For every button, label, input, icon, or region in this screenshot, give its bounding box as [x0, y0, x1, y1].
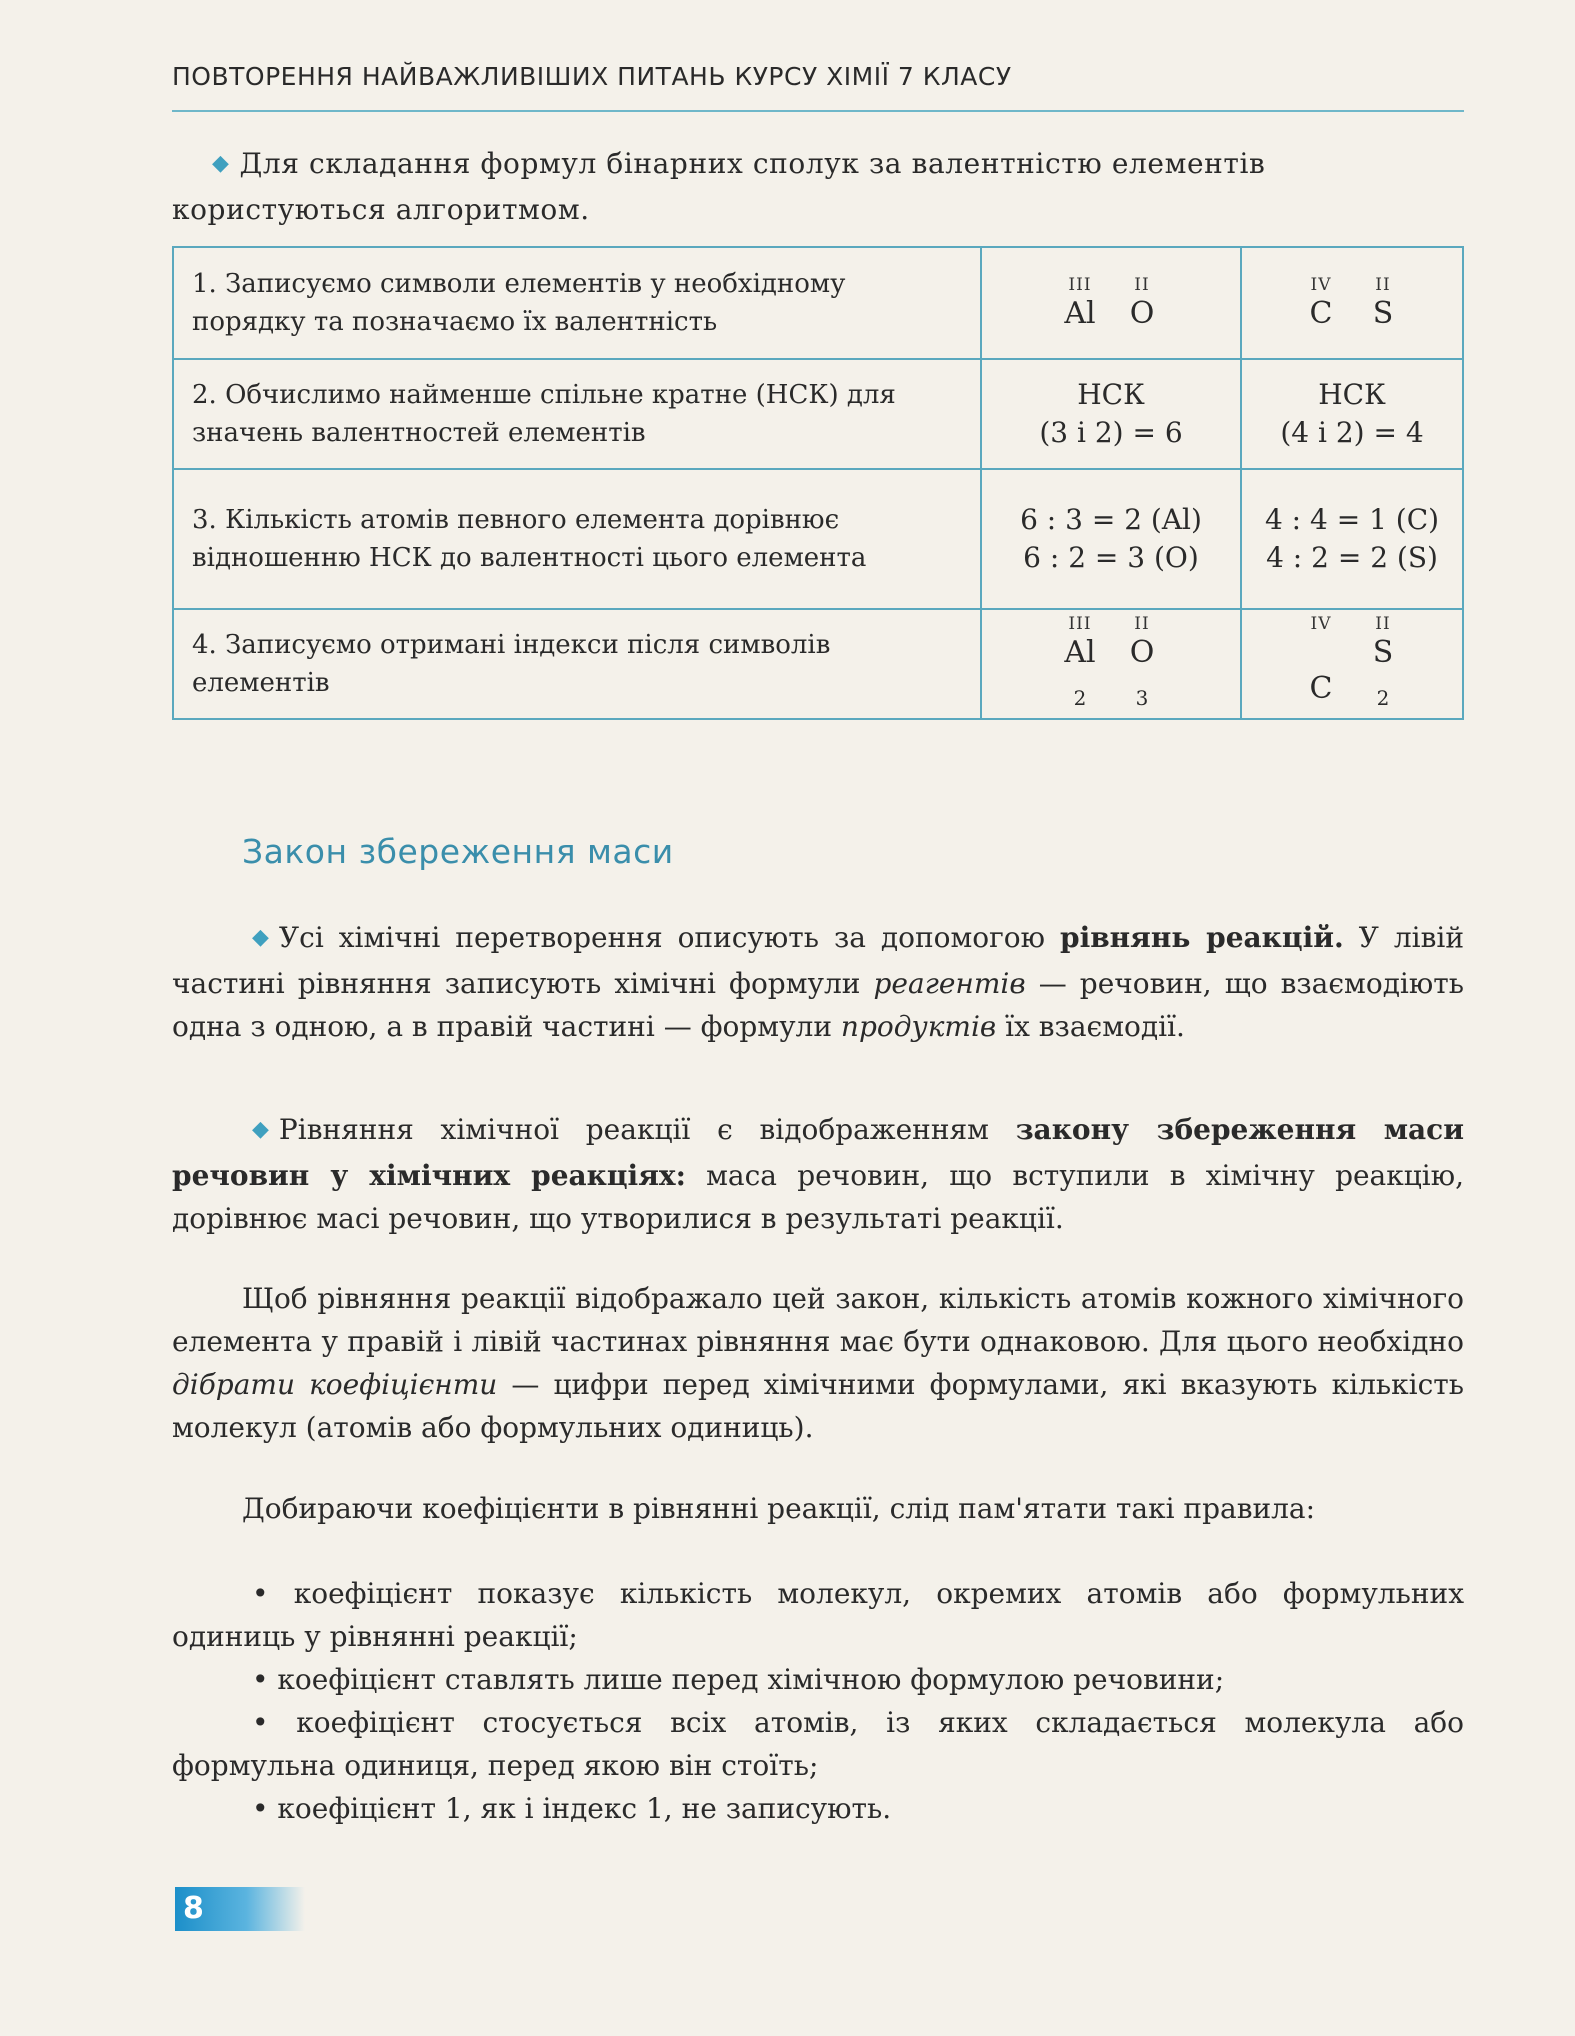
paragraph-coefficients: Щоб рівняння реакції відображало цей закон, кількість атомів кожного хімічного елемента у правій і лівій частинах рівняння має бути однаковою. Для цього необхідно дібрати коефіцієнти — цифри перед хімічними формулами, які вказують кількість молекул (атомів або формульних одиниць).: [172, 1282, 1464, 1444]
paragraph-rules-intro: Добираючи коефіцієнти в рівнянні реакції, слід пам'ятати такі правила:: [242, 1492, 1316, 1525]
table-row: [173, 609, 1463, 719]
diamond-bullet-icon: ◆: [252, 925, 269, 950]
valence-label: II: [1375, 275, 1391, 295]
algorithm-table: [172, 246, 1464, 720]
list-item: • коефіцієнт показує кількість молекул, окремих атомів або формульних одиниць у рівнянні реакції;: [172, 1577, 1464, 1653]
example-a-cell: [981, 469, 1241, 609]
paragraph-equations: ◆ Усі хімічні перетворення описують за допомогою рівнянь реакцій. У лівій частині рівняння записують хімічні формули реагентів — речовин, що взаємодіють одна з одною, а в правій частині — формули продуктів їх взаємодії.: [172, 916, 1464, 1048]
calc-line: (4 і 2) = 4: [1280, 416, 1424, 449]
table-row: [173, 469, 1463, 609]
list-item: • коефіцієнт стосується всіх атомів, із яких складається молекула або формульна одиниця, перед якою він стоїть;: [172, 1706, 1464, 1782]
step-cell: 2. Обчислимо найменше спільне кратне (НСК) для значень валентностей елементів: [173, 359, 981, 469]
header-rule: [172, 110, 1464, 112]
page-number-badge: [175, 1887, 305, 1931]
valence-label: II: [1375, 613, 1391, 634]
valence-label: IV: [1310, 613, 1332, 634]
running-head: ПОВТОРЕННЯ НАЙВАЖЛИВІШИХ ПИТАНЬ КУРСУ ХІМІЇ 7 КЛАСУ: [172, 62, 1012, 91]
intro-line1: Для складання формул бінарних сполук за валентністю елементів: [239, 147, 1266, 180]
element-symbol: S: [1372, 296, 1394, 331]
calc-line: 6 : 3 = 2 (Al): [1020, 503, 1202, 536]
element-symbol: O: [1129, 296, 1155, 331]
calc-line: (3 і 2) = 6: [1039, 416, 1183, 449]
step-cell: 1. Записуємо символи елементів у необхідному порядку та позначаємо їх валентність: [173, 247, 981, 359]
valence-label: III: [1068, 275, 1092, 295]
intro-paragraph: [172, 142, 1464, 231]
rules-list: [172, 1572, 1464, 1830]
list-item: • коефіцієнт ставлять лише перед хімічною формулою речовини;: [252, 1663, 1225, 1696]
calc-line: НСК: [1318, 378, 1386, 411]
calc-line: 6 : 2 = 3 (O): [1023, 541, 1199, 574]
valence-label: III: [1068, 613, 1092, 634]
table-row: [173, 359, 1463, 469]
example-b-cell: [1241, 469, 1463, 609]
intro-line2: користуються алгоритмом.: [172, 193, 590, 226]
formula: $Al_2O_3$: [1064, 634, 1155, 710]
example-b-cell: [1241, 609, 1463, 719]
step-cell: 4. Записуємо отримані індекси після символів елементів: [173, 609, 981, 719]
table-row: [173, 247, 1463, 359]
example-a-cell: [981, 247, 1241, 359]
diamond-bullet-icon: ◆: [252, 1117, 269, 1142]
example-b-cell: [1241, 247, 1463, 359]
paragraph-law: ◆ Рівняння хімічної реакції є відображенням закону збереження маси речовин у хімічних реакціях: маса речовин, що вступили в хімічну реакцію, дорівнює масі речовин, що утворилися в результаті реакції.: [172, 1108, 1464, 1240]
calc-line: 4 : 4 = 1 (C): [1264, 503, 1440, 536]
calc-line: НСК: [1077, 378, 1145, 411]
section-title: Закон збереження маси: [242, 832, 674, 871]
element-symbol: Al: [1064, 296, 1096, 331]
step-cell: 3. Кількість атомів певного елемента дорівнює відношенню НСК до валентності цього елемента: [173, 469, 981, 609]
example-a-cell: [981, 359, 1241, 469]
diamond-bullet-icon: ◆: [212, 151, 230, 176]
list-item: • коефіцієнт 1, як і індекс 1, не записують.: [252, 1792, 892, 1825]
example-a-cell: [981, 609, 1241, 719]
calc-line: 4 : 2 = 2 (S): [1266, 541, 1438, 574]
valence-label: IV: [1310, 275, 1332, 295]
formula: $CS_2$: [1309, 634, 1394, 710]
page-number: 8: [183, 1891, 204, 1926]
valence-label: II: [1134, 275, 1150, 295]
valence-label: II: [1134, 613, 1150, 634]
example-b-cell: [1241, 359, 1463, 469]
element-symbol: C: [1309, 296, 1333, 331]
